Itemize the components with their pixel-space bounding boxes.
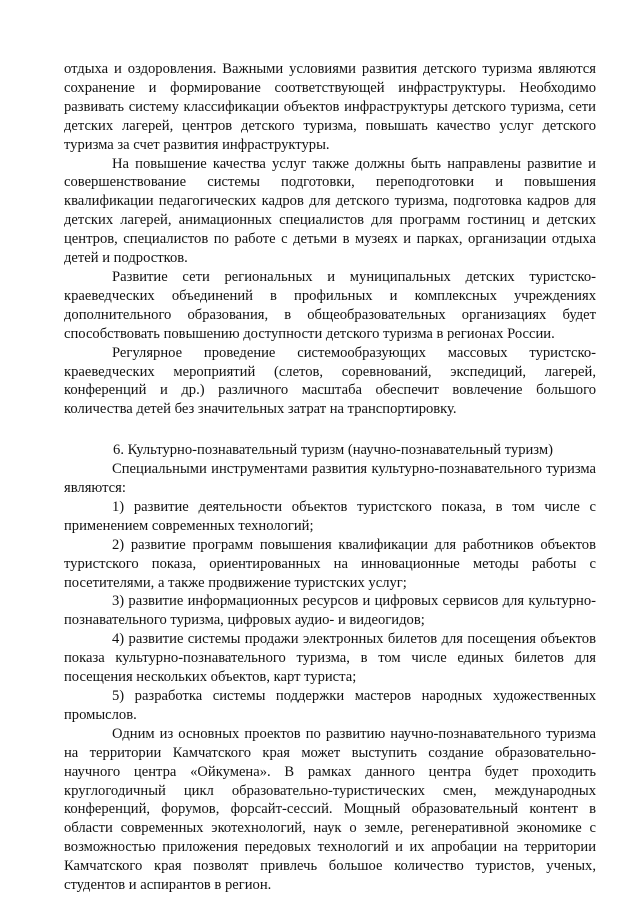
- paragraph-instruments-intro: Специальными инструментами развития культурно-познавательного туризма являются:: [64, 461, 596, 497]
- list-item-4: 4) развитие системы продажи электронных билетов для посещения объектов показа культурно-познавательного туризма, в том числе единых билетов для посещения нескольких объектов, карт туриста;: [64, 631, 596, 686]
- paragraph-oikumena-project: Одним из основных проектов по развитию научно-познавательного туризма на территории Камчатского края может выступить создание образовательно-научного центра «Ойкумена». В рамках данного центра будет проходить круглогодичный цикл образовательно-туристических смен, международных конференций, форумов, форсайт-сессий. Мощный образовательный контент в области современных экотехнологий, наук о земле, регенеративной экономике с возможностью приложения передовых технологий и их апробации на территории Камчатского края позволят привлечь большое количество туристов, ученых, студентов и аспирантов в регион.: [64, 725, 596, 894]
- paragraph-continuation: отдыха и оздоровления. Важными условиями развития детского туризма являются сохранение и формирование соответствующей инфраструктуры. Необходимо развивать систему классификации объектов инфраструктуры детского туризма, сети детских лагерей, центров детского туризма, повышать качество услуг детского туризма за счет развития инфраструктуры.: [64, 61, 596, 153]
- list-item-5: 5) разработка системы поддержки мастеров народных художественных промыслов.: [64, 688, 596, 723]
- paragraph-regional-network: Развитие сети региональных и муниципальных детских туристско-краеведческих объединений в профильных и комплексных учреждениях дополнительного образования, в общеобразовательных организациях будет способствовать повышению доступности детского туризма в регионах России.: [64, 268, 596, 342]
- paragraph-regular-events: Регулярное проведение системообразующих массовых туристско-краеведческих мероприятий (слетов, соревнований, экспедиций, лагерей, конференций и др.) различного масштаба обеспечит вовлечение большого количества детей без значительных затрат на транспортировку.: [64, 344, 596, 418]
- paragraph-staff-training: На повышение качества услуг также должны быть направлены развитие и совершенствование системы подготовки, переподготовки и повышения квалификации педагогических кадров для детского туризма, подготовка кадров для детских лагерей, анимационных специалистов для программ гостиниц и детских центров, специалистов по работе с детьми в музеях и парках, организации отдыха детей и подростков.: [64, 155, 596, 267]
- list-item-3: 3) развитие информационных ресурсов и цифровых сервисов для культурно-познавательного туризма, цифровых аудио- и видеогидов;: [64, 593, 596, 629]
- section-heading: 6. Культурно-познавательный туризм (научно-познавательный туризм): [113, 442, 553, 459]
- list-item-1: 1) развитие деятельности объектов туристского показа, в том числе с применением современных технологий;: [64, 498, 596, 534]
- list-item-2: 2) развитие программ повышения квалификации для работников объектов туристского показа, ориентированных на инновационные методы работы с посетителями, а также продвижение туристских услуг;: [64, 536, 596, 591]
